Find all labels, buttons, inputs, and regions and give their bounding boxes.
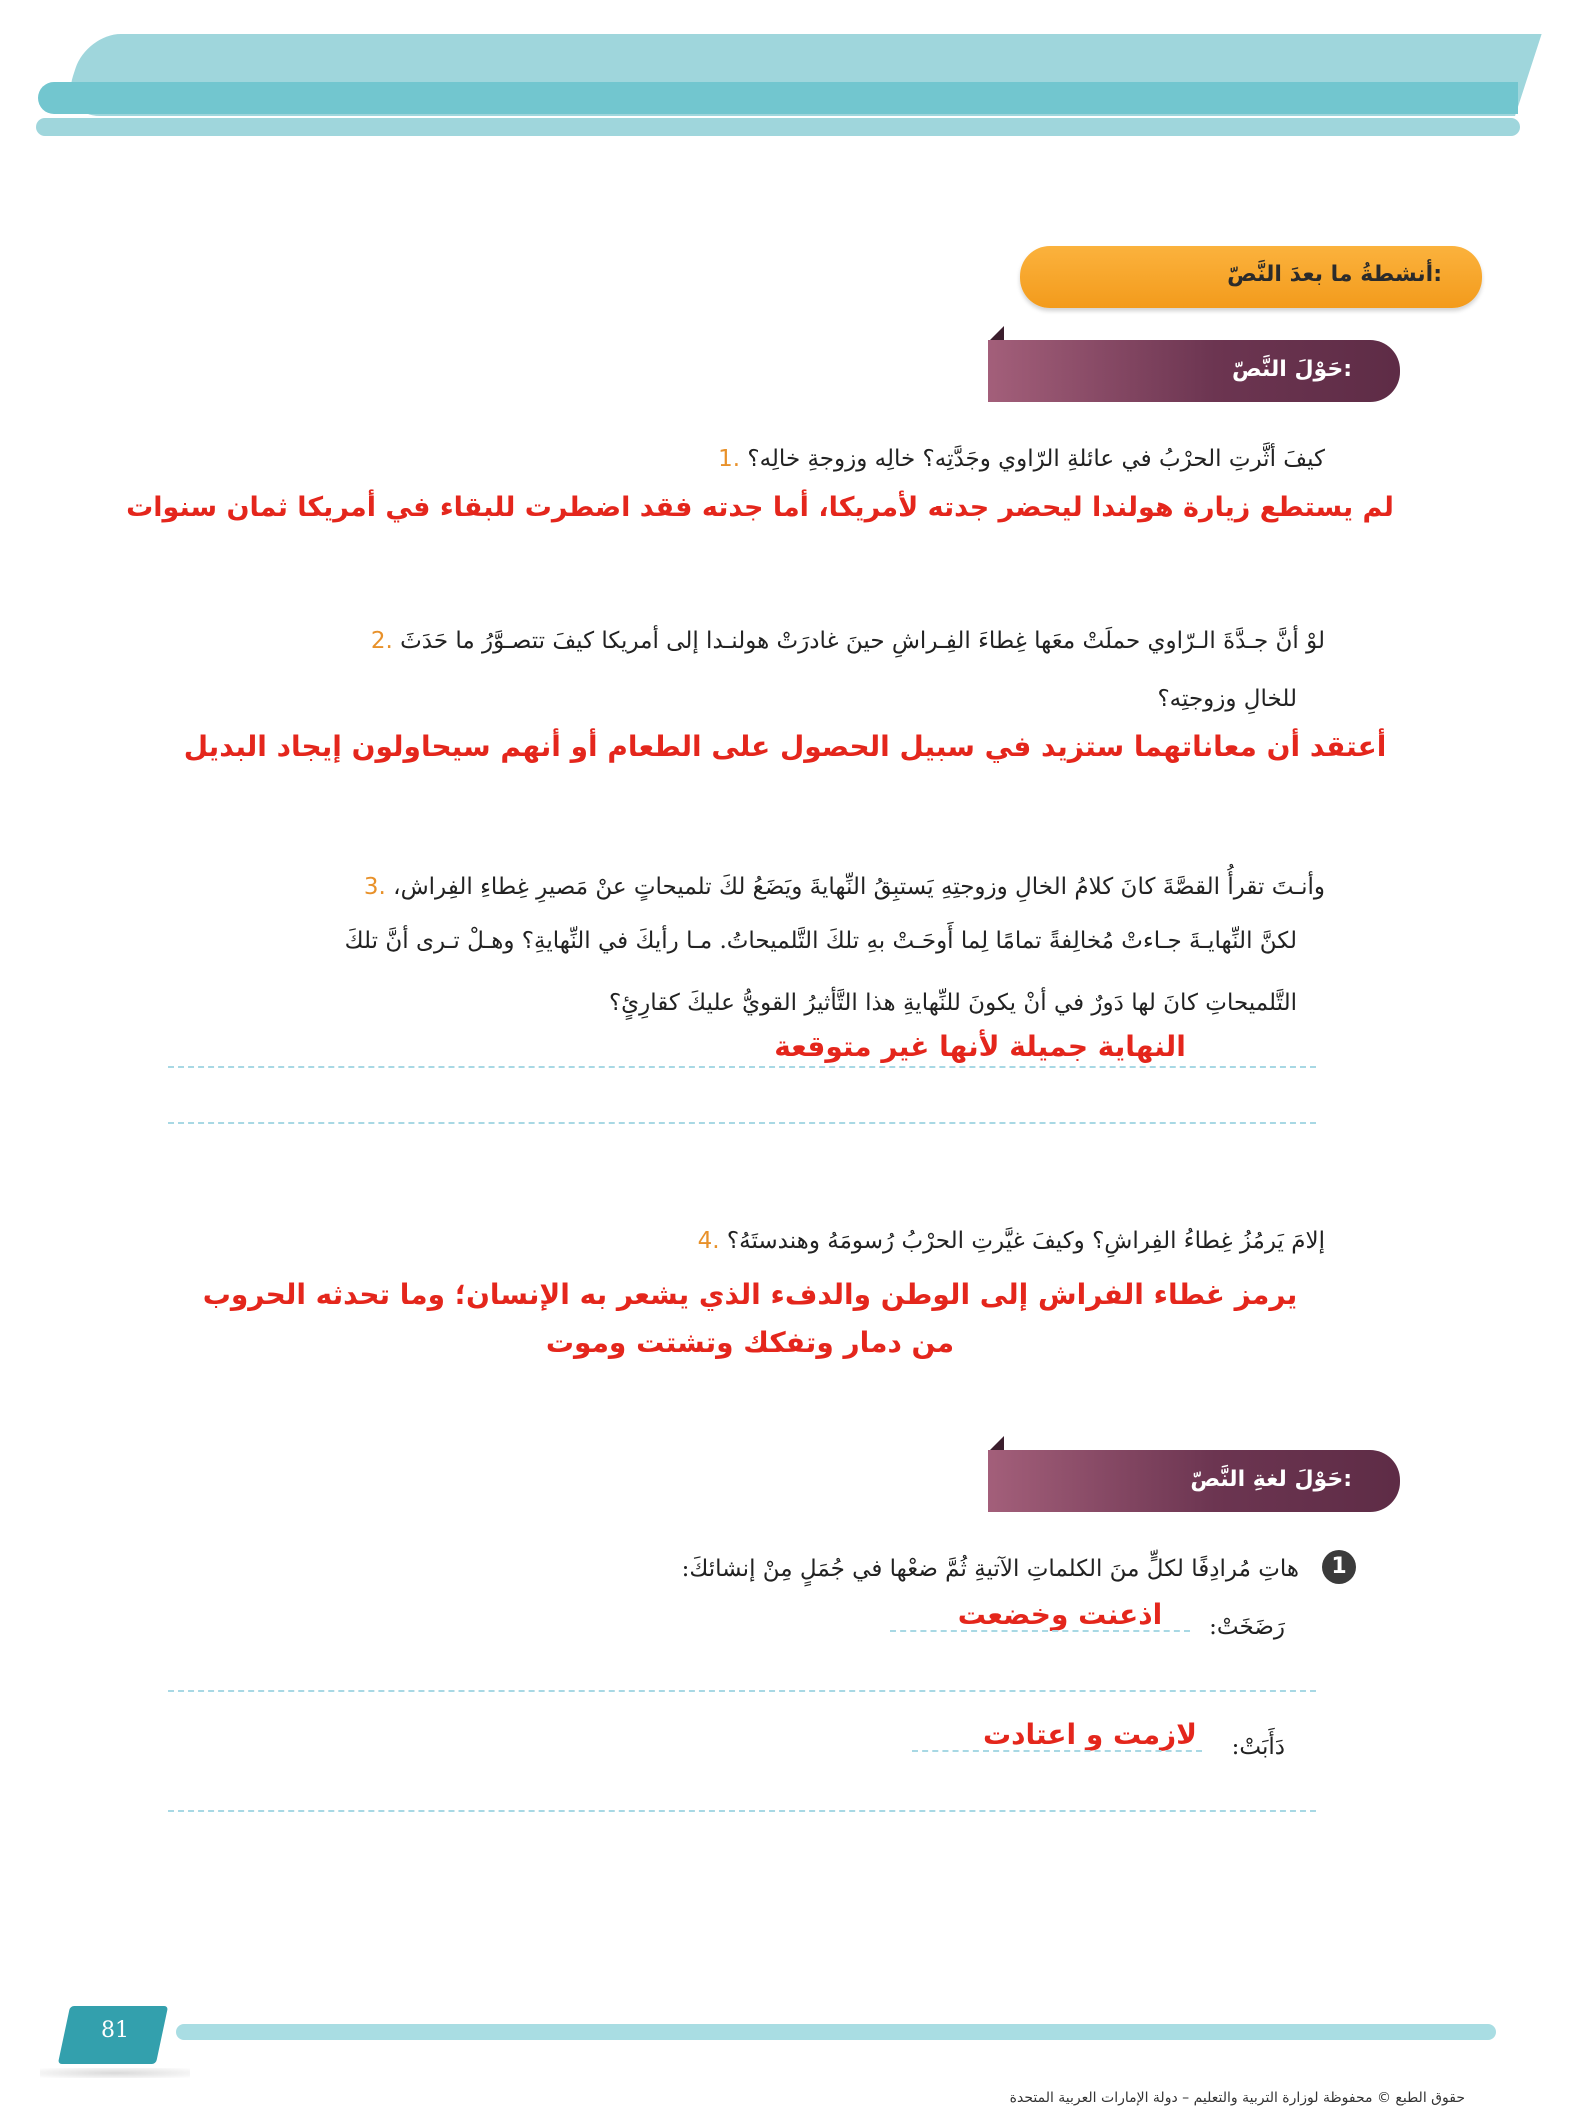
question-3 (175, 858, 1325, 916)
question-1-number: .1 (718, 446, 741, 472)
question-3-answer: النهاية جميلة لأنها غير متوقعة (774, 1030, 1186, 1063)
question-1 (225, 430, 1325, 488)
sub-header-about-text-label: حَوْلَ النَّصّ: (1231, 357, 1352, 382)
question-3-line3: التَّلميحاتِ كانَ لها دَورٌ في أنْ يكونَ للنِّهايةِ هذا التَّأثيرُ القويُّ عليكَ كقارِئٍ؟ (608, 990, 1297, 1016)
question-1-text: كيفَ أثَّرتِ الحرْبُ في عائلةِ الرّاوي وجَدَّتِه؟ خالِه وزوجةِ خالِه؟ (747, 446, 1325, 472)
question-2-line2: للخالِ وزوجتِه؟ (1157, 686, 1297, 712)
page-number: 81 (101, 2018, 129, 2043)
question-4-answer-line1: يرمز غطاء الفراش إلى الوطن والدفء الذي يشعر به الإنسان؛ وما تحدثه الحروب (202, 1278, 1298, 1311)
question-3-line1: وأنـتَ تقرأُ القصَّةَ كانَ كلامُ الخالِ وزوجتِهِ يَستبِقُ النِّهايةَ ويَضَعُ لكَ تلميحاتٍ عنْ مَصيرِ غِطاءِ الفِراش، (393, 874, 1325, 900)
footer-shadow (40, 2068, 190, 2078)
question-2-number: .2 (370, 628, 393, 654)
section-header (1020, 246, 1482, 308)
answer-line (168, 1122, 1316, 1124)
exercise-word-2: دَأَبَتْ: (1231, 1734, 1285, 1760)
answer-line (890, 1630, 1190, 1632)
answer-line (168, 1690, 1316, 1692)
exercise-answer-1: اذعنت وخضعت (957, 1598, 1163, 1631)
exercise-word-1: رَضَخَتْ: (1209, 1614, 1285, 1640)
question-2 (175, 612, 1325, 670)
question-3-line2: لكنَّ النِّهايـةَ جـاءتْ مُخالِفةً تمامًا لِما أَوحَـتْ بهِ تلكَ التَّلميحاتُ. مـا رأيكَ في النِّهايةِ؟ وهـلْ تـرى أنَّ تلكَ (344, 928, 1297, 954)
sub-header-language-label: حَوْلَ لغةِ النَّصّ: (1190, 1467, 1352, 1492)
sub-header-language (988, 1450, 1400, 1512)
answer-line (912, 1750, 1202, 1752)
answer-line (168, 1810, 1316, 1812)
exercise-answer-2: لازمت و اعتادت (982, 1718, 1198, 1751)
question-4-answer-line2: من دمار وتفكك وتشتت وموت (545, 1326, 955, 1359)
exercise-bullet: 1 (1322, 1550, 1356, 1584)
question-3-number: .3 (363, 874, 386, 900)
sub-header-about-text (988, 340, 1400, 402)
answer-line (168, 1066, 1316, 1068)
question-2-line1: لوْ أنَّ جـدَّةَ الـرّاوي حملَتْ معَها غِطاءَ الفِـراشِ حينَ غادرَتْ هولنـدا إلى أمريكا كيفَ تتصـوَّرُ ما حَدَثَ (400, 628, 1325, 654)
question-4 (225, 1212, 1325, 1270)
top-banner-front (38, 82, 1518, 114)
question-2-answer: أعتقد أن معاناتهما ستزيد في سبيل الحصول على الطعام أو أنهم سيحاولون إيجاد البديل (183, 730, 1387, 763)
question-4-number: .4 (697, 1228, 720, 1254)
copyright-text: حقوق الطبع © محفوظة لوزارة التربية والتعليم – دولة الإمارات العربية المتحدة (1009, 2090, 1465, 2106)
exercise-instruction: هاتِ مُرادِفًا لكلٍّ منَ الكلماتِ الآتيةِ ثُمَّ ضعْها في جُمَلٍ مِنْ إنشائكَ: (681, 1556, 1299, 1582)
footer-line (176, 2024, 1496, 2040)
question-1-answer: لم يستطع زيارة هولندا ليحضر جدته لأمريكا، أما جدته فقد اضطرت للبقاء في أمريكا ثمان سنوات (126, 492, 1394, 523)
section-header-label: أنشطةُ ما بعدَ النَّصّ: (1227, 262, 1442, 287)
top-banner-line (36, 118, 1520, 136)
question-4-text: إلامَ يَرمُزُ غِطاءُ الفِراشِ؟ وكيفَ غيَّرتِ الحرْبُ رُسومَهُ وهندستَهُ؟ (726, 1228, 1325, 1254)
